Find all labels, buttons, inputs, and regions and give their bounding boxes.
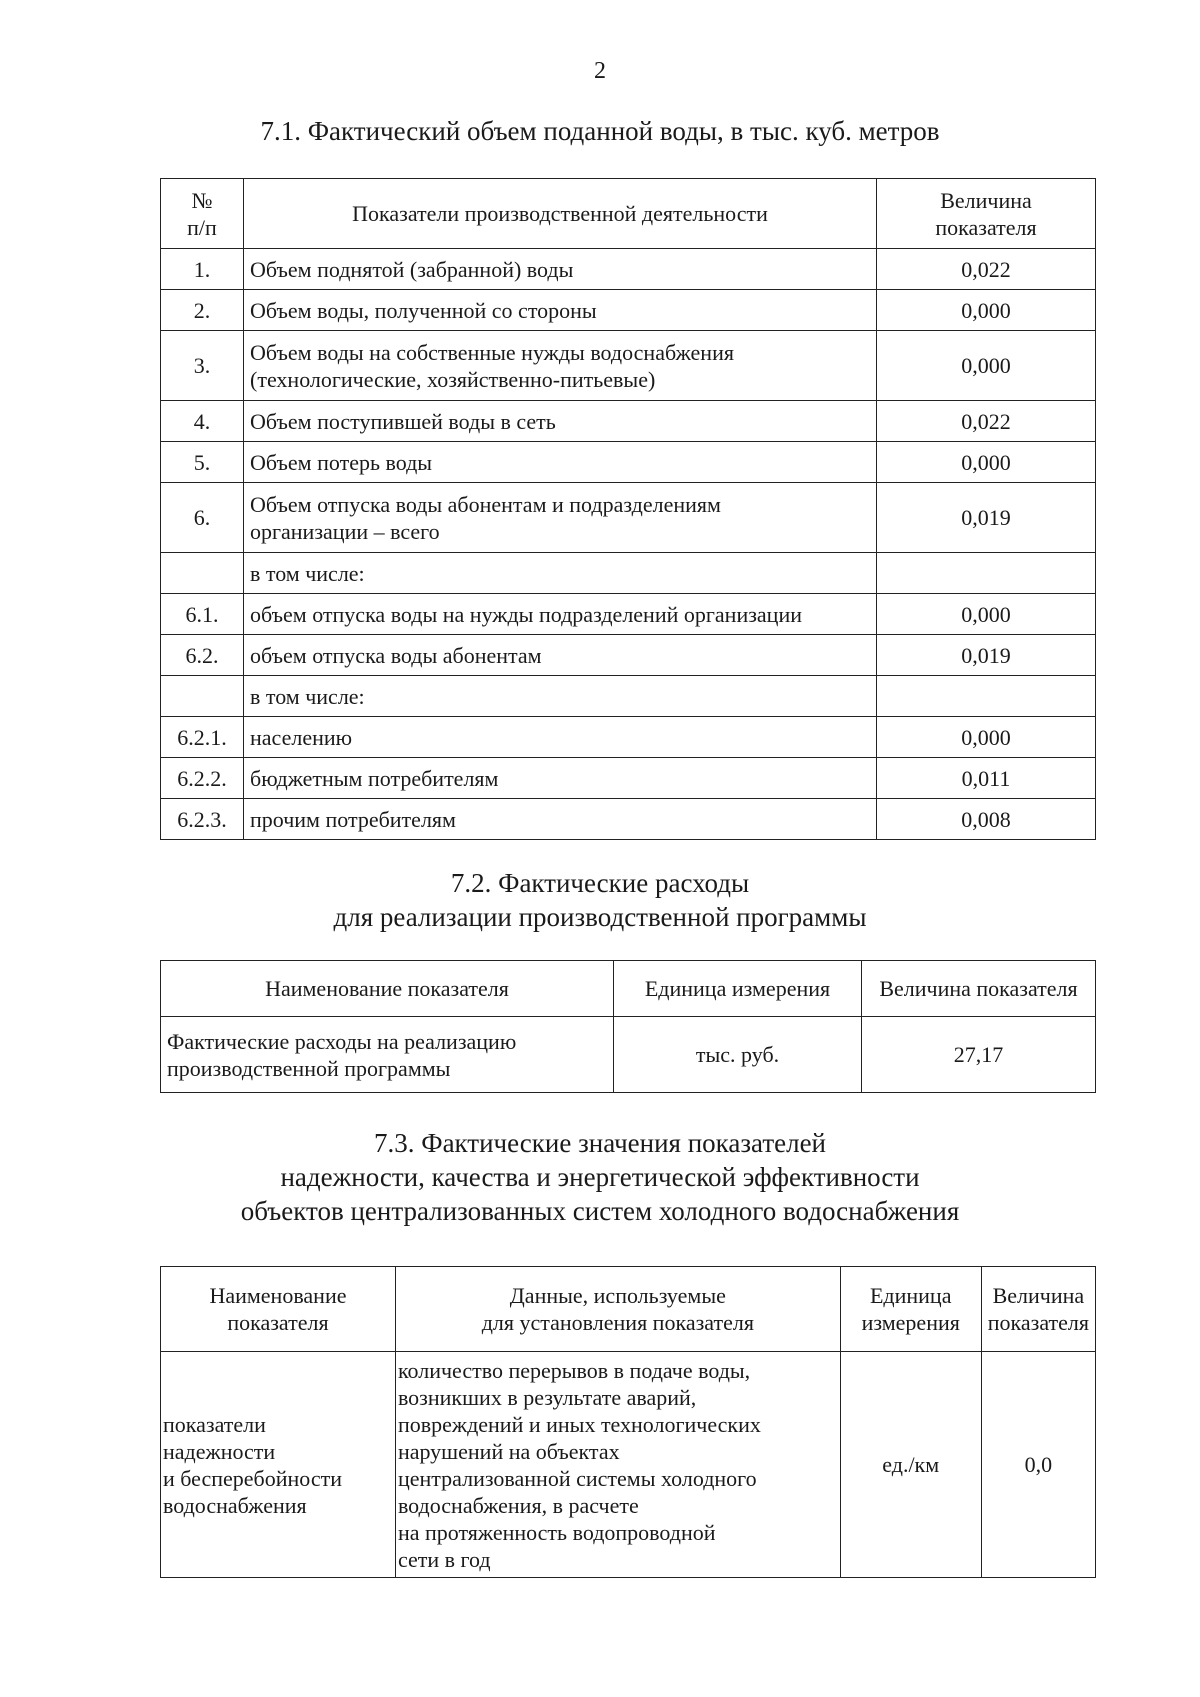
table-row xyxy=(161,1352,1096,1578)
table-row xyxy=(161,290,1096,331)
table-row xyxy=(161,553,1096,594)
indicator-data: количество перерывов в подаче воды, возникших в результате аварий, повреждений и иных технологических нарушений на объектах централизованной системы холодного водоснабжения, в расчете на протяженность водопроводной сети в год xyxy=(395,1352,840,1578)
row-label: прочим потребителям xyxy=(244,799,877,840)
row-label: объем отпуска воды абонентам xyxy=(244,635,877,676)
row-num: 4. xyxy=(161,401,244,442)
section-2-title xyxy=(0,866,1200,934)
row-num: 6.2.3. xyxy=(161,799,244,840)
row-label: Объем отпуска воды абонентам и подразделениям организации – всего xyxy=(244,483,877,553)
row-value xyxy=(877,676,1096,717)
row-label: Объем поступившей воды в сеть xyxy=(244,401,877,442)
table-row xyxy=(161,594,1096,635)
table-row xyxy=(161,483,1096,553)
expense-unit: тыс. руб. xyxy=(614,1017,862,1093)
row-num: 2. xyxy=(161,290,244,331)
header-indicator: Показатели производственной деятельности xyxy=(244,179,877,249)
row-value: 0,022 xyxy=(877,249,1096,290)
row-label: Объем воды, полученной со стороны xyxy=(244,290,877,331)
table-header-row xyxy=(161,961,1096,1017)
section-2-title-line-1: 7.2. Фактические расходы xyxy=(450,868,750,898)
row-value: 0,000 xyxy=(877,594,1096,635)
row-num: 1. xyxy=(161,249,244,290)
row-num xyxy=(161,676,244,717)
table-row xyxy=(161,717,1096,758)
header-value: Величина показателя xyxy=(862,961,1096,1017)
row-value: 0,000 xyxy=(877,331,1096,401)
expenses-table xyxy=(160,960,1096,1093)
row-label: в том числе: xyxy=(244,676,877,717)
header-value: Величина показателя xyxy=(877,179,1096,249)
header-value: Величина показателя xyxy=(981,1267,1095,1352)
row-label: Объем поднятой (забранной) воды xyxy=(244,249,877,290)
header-name: Наименование показателя xyxy=(161,961,614,1017)
header-unit: Единица измерения xyxy=(614,961,862,1017)
header-unit: Единица измерения xyxy=(840,1267,981,1352)
row-num: 6.2.2. xyxy=(161,758,244,799)
indicator-name: показатели надежности и бесперебойности водоснабжения xyxy=(161,1352,396,1578)
header-name: Наименование показателя xyxy=(161,1267,396,1352)
row-label: Объем потерь воды xyxy=(244,442,877,483)
section-3-title-line-3: объектов централизованных систем холодного водоснабжения xyxy=(240,1196,960,1226)
table-row xyxy=(161,442,1096,483)
row-label: бюджетным потребителям xyxy=(244,758,877,799)
table-header-row xyxy=(161,179,1096,249)
row-num: 6. xyxy=(161,483,244,553)
section-1-title-text: 7.1. Фактический объем поданной воды, в тыс. куб. метров xyxy=(260,116,940,146)
expense-name: Фактические расходы на реализацию производственной программы xyxy=(161,1017,614,1093)
row-label: населению xyxy=(244,717,877,758)
indicator-value: 0,0 xyxy=(981,1352,1095,1578)
row-value: 0,008 xyxy=(877,799,1096,840)
table-row xyxy=(161,331,1096,401)
header-num: № п/п xyxy=(161,179,244,249)
table-row xyxy=(161,758,1096,799)
row-num: 5. xyxy=(161,442,244,483)
row-value: 0,022 xyxy=(877,401,1096,442)
row-num: 6.2.1. xyxy=(161,717,244,758)
table-row xyxy=(161,635,1096,676)
row-value: 0,000 xyxy=(877,290,1096,331)
row-label: Объем воды на собственные нужды водоснабжения (технологические, хозяйственно-питьевые) xyxy=(244,331,877,401)
page-number: 2 xyxy=(594,58,606,84)
row-value: 0,000 xyxy=(877,717,1096,758)
reliability-table xyxy=(160,1266,1096,1578)
table-header-row xyxy=(161,1267,1096,1352)
section-3-title xyxy=(0,1126,1200,1228)
header-data: Данные, используемые для установления показателя xyxy=(395,1267,840,1352)
section-3-title-line-1: 7.3. Фактические значения показателей xyxy=(373,1128,827,1158)
indicator-unit: ед./км xyxy=(840,1352,981,1578)
row-num xyxy=(161,553,244,594)
row-label: объем отпуска воды на нужды подразделений организации xyxy=(244,594,877,635)
row-value: 0,011 xyxy=(877,758,1096,799)
table-row xyxy=(161,249,1096,290)
row-num: 6.1. xyxy=(161,594,244,635)
section-1-title xyxy=(0,114,1200,148)
water-volume-table xyxy=(160,178,1096,840)
table-row xyxy=(161,676,1096,717)
row-num: 6.2. xyxy=(161,635,244,676)
row-value: 0,000 xyxy=(877,442,1096,483)
table-row xyxy=(161,799,1096,840)
table-row xyxy=(161,1017,1096,1093)
row-num: 3. xyxy=(161,331,244,401)
row-label: в том числе: xyxy=(244,553,877,594)
section-2-title-line-2: для реализации производственной программы xyxy=(333,902,867,932)
row-value: 0,019 xyxy=(877,635,1096,676)
table-row xyxy=(161,401,1096,442)
row-value xyxy=(877,553,1096,594)
row-value: 0,019 xyxy=(877,483,1096,553)
expense-value: 27,17 xyxy=(862,1017,1096,1093)
section-3-title-line-2: надежности, качества и энергетической эффективности xyxy=(280,1162,920,1192)
